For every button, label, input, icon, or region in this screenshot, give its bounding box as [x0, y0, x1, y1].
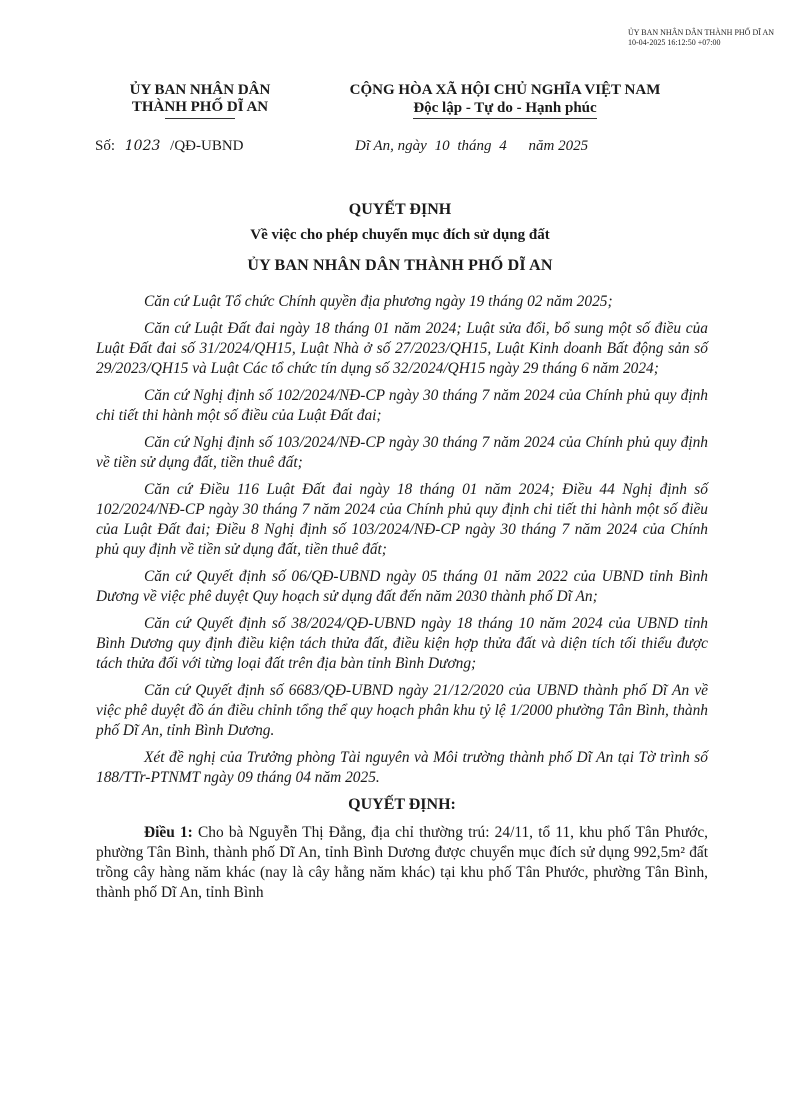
- basis-item: Căn cứ Luật Tổ chức Chính quyền địa phương ngày 19 tháng 02 năm 2025;: [144, 293, 613, 310]
- basis-item: Căn cứ Điều 116 Luật Đất đai ngày 18 tháng 01 năm 2024; Điều 44 Nghị định số 102/2024/NĐ-CP ngày 30 tháng 7 năm 2024 của Chính phủ quy định chi tiết thi hành một số điều của Luật Đất đai; Điều 8 Nghị định số 103/2024/NĐ-CP ngày 30 tháng 7 năm 2024 của Chính phủ quy định về tiền sử dụng đất, tiền thuê đất;: [96, 481, 708, 558]
- basis-item: Xét đề nghị của Trưởng phòng Tài nguyên và Môi trường thành phố Dĩ An tại Tờ trình số 188/TTr-PTNMT ngày 09 tháng 04 năm 2025.: [96, 749, 708, 786]
- basis-item: Căn cứ Quyết định số 6683/QĐ-UBND ngày 21/12/2020 của UBND thành phố Dĩ An về việc phê duyệt đồ án điều chỉnh tổng thể quy hoạch phân khu tỷ lệ 1/2000 phường Tân Bình, thành phố Dĩ An, tỉnh Bình Dương.: [96, 682, 708, 739]
- agency-line-1: ỦY BAN NHÂN DÂN: [129, 82, 271, 98]
- date-place: Dĩ An, ngày: [355, 138, 427, 154]
- digital-signature-stamp: [628, 28, 774, 48]
- agency-underline: [165, 118, 235, 119]
- document-subject: Về việc cho phép chuyển mục đích sử dụng đất: [250, 227, 550, 243]
- basis-item: Căn cứ Nghị định số 102/2024/NĐ-CP ngày 30 tháng 7 năm 2024 của Chính phủ quy định chi tiết thi hành một số điều của Luật Đất đai;: [96, 387, 708, 424]
- handwritten-number: 1023: [124, 138, 161, 154]
- document-body: [96, 292, 708, 903]
- basis-item: Căn cứ Quyết định số 38/2024/QĐ-UBND ngày 18 tháng 10 năm 2024 của UBND tỉnh Bình Dương quy định điều kiện tách thửa đất, điều kiện hợp thửa đất và diện tích tối thiểu được tách thửa đối với từng loại đất trên địa bàn tỉnh Bình Dương;: [96, 615, 708, 672]
- country-name: CỘNG HÒA XÃ HỘI CHỦ NGHĨA VIỆT NAM: [349, 82, 661, 98]
- legal-basis-list: [96, 292, 708, 788]
- national-title: [300, 82, 710, 119]
- article-1: [96, 823, 708, 903]
- document-type-title: QUYẾT ĐỊNH: [348, 201, 452, 218]
- article-1-label: Điều 1:: [144, 824, 193, 841]
- date-month: 4: [499, 138, 507, 154]
- article-1-text: Cho bà Nguyễn Thị Đẳng, địa chỉ thường trú: 24/11, tổ 11, khu phố Tân Phước, phường Tân Bình, thành phố Dĩ An, tỉnh Bình Dương được chuyển mục đích sử dụng 992,5m² đất trồng cây hàng năm khác (nay là cây hằng năm khác) tại khu phố Tân Phước, phường Tân Bình, thành phố Dĩ An, tỉnh Bình: [96, 824, 708, 901]
- number-suffix: /QĐ-UBND: [170, 138, 244, 154]
- date-day: 10: [434, 138, 450, 154]
- issuer-name: ỦY BAN NHÂN DÂN THÀNH PHỐ DĨ AN: [247, 257, 553, 274]
- title-block: [0, 200, 800, 276]
- agency-line-2: THÀNH PHỐ DĨ AN: [131, 99, 269, 115]
- stamp-issuer: ỦY BAN NHÂN DÂN THÀNH PHỐ DĨ AN: [628, 28, 774, 37]
- issuing-agency: [95, 82, 305, 119]
- basis-item: Căn cứ Nghị định số 103/2024/NĐ-CP ngày 30 tháng 7 năm 2024 của Chính phủ quy định về tiền sử dụng đất, tiền thuê đất;: [96, 434, 708, 471]
- basis-item: Căn cứ Quyết định số 06/QĐ-UBND ngày 05 tháng 01 năm 2022 của UBND tỉnh Bình Dương về việc phê duyệt Quy hoạch sử dụng đất đến năm 2030 thành phố Dĩ An;: [96, 568, 708, 605]
- stamp-timestamp: 10-04-2025 16:12:50 +07:00: [628, 38, 721, 47]
- document-header: [0, 82, 800, 162]
- date-month-label: tháng: [457, 138, 492, 154]
- date-year: năm 2025: [528, 138, 589, 154]
- basis-item: Căn cứ Luật Đất đai ngày 18 tháng 01 năm 2024; Luật sửa đổi, bổ sung một số điều của Luật Đất đai số 31/2024/QH15, Luật Nhà ở số 27/2023/QH15, Luật Kinh doanh Bất động sản số 29/2023/QH15 và Luật Các tổ chức tín dụng số 32/2024/QH15 ngày 29 tháng 6 năm 2024;: [96, 320, 708, 377]
- document-date: [355, 138, 588, 155]
- national-motto: Độc lập - Tự do - Hạnh phúc: [413, 100, 596, 119]
- number-prefix: Số:: [95, 138, 116, 154]
- decision-heading: QUYẾT ĐỊNH:: [348, 796, 456, 813]
- document-number: [95, 138, 244, 155]
